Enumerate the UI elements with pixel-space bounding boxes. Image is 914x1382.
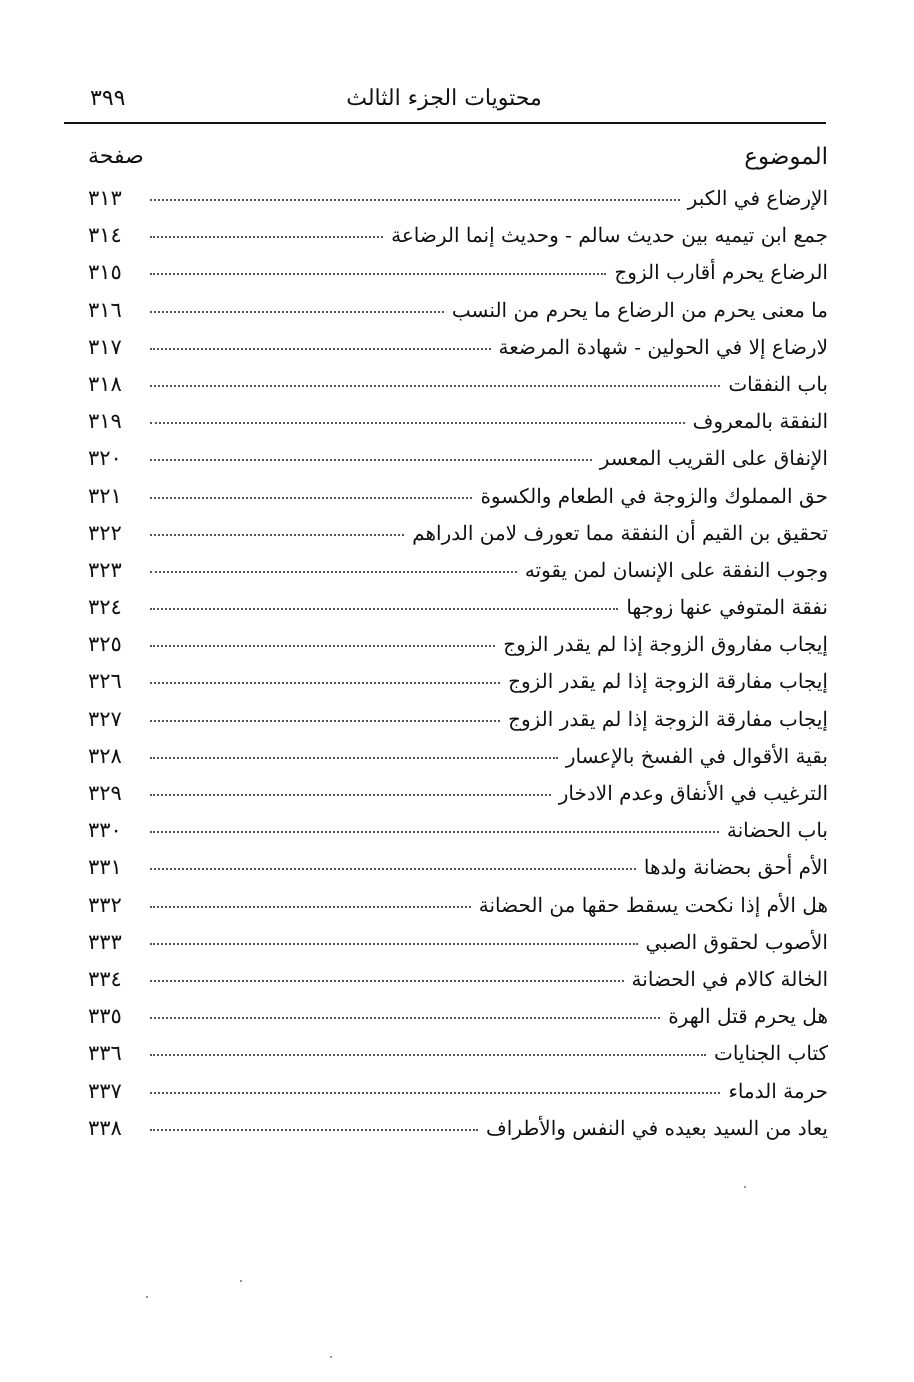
toc-entry-page: ٣٢٣: [88, 557, 122, 582]
toc-entry-page: ٣٢٦: [88, 669, 122, 694]
toc-entry: [88, 186, 828, 223]
toc-entry: [88, 855, 828, 892]
toc-entry-title: الأصوب لحقوق الصبي: [645, 929, 828, 954]
dot-leader: [150, 1129, 478, 1131]
dot-leader: [150, 571, 517, 573]
topic-column-heading: الموضوع: [744, 144, 828, 170]
scan-speck: [330, 1356, 332, 1358]
dot-leader: [150, 459, 592, 461]
toc-entry-title: باب الحضانة: [726, 818, 828, 843]
toc-entry-page: ٣٣٦: [88, 1041, 122, 1066]
toc-entry-page: ٣٢٨: [88, 743, 122, 768]
toc-entry-title: إيجاب مفارقة الزوجة إذا لم يقدر الزوج: [508, 669, 828, 694]
toc-entry: [88, 1004, 828, 1041]
dot-leader: [150, 422, 685, 424]
toc-entry-page: ٣١٩: [88, 409, 122, 434]
dot-leader: [150, 868, 636, 870]
toc-entry-page: ٣٢٩: [88, 781, 122, 805]
toc-entry: [88, 1079, 828, 1116]
dot-leader: [150, 385, 720, 387]
running-title: محتويات الجزء الثالث: [346, 86, 542, 111]
toc-entry: [88, 1041, 828, 1078]
toc-entry-title: حق المملوك والزوجة في الطعام والكسوة: [480, 483, 828, 508]
toc-entry-title: إيجاب مفاروق الزوجة إذا لم يقدر الزوج: [503, 632, 828, 657]
toc-entry-page: ٣١٥: [88, 260, 122, 285]
toc-entry-title: هل الأم إذا نكحت يسقط حقها من الحضانة: [478, 892, 828, 917]
dot-leader: [150, 831, 719, 833]
scan-speck: [146, 1296, 148, 1298]
toc-entry: [88, 484, 828, 521]
toc-entry: [88, 521, 828, 558]
toc-entry-title: لارضاع إلا في الحولين - شهادة المرضعة: [498, 334, 828, 359]
toc-entry-title: الأم أحق بحضانة ولدها: [643, 855, 828, 880]
toc-entry-page: ٣٢٠: [88, 446, 122, 471]
toc-entry-page: ٣٣١: [88, 855, 122, 880]
toc-entry: [88, 1116, 828, 1153]
dot-leader: [150, 236, 383, 238]
toc-entry: [88, 967, 828, 1004]
toc-entry-title: إيجاب مفارقة الزوجة إذا لم يقدر الزوج: [508, 706, 828, 731]
toc-entry-title: الرضاع يحرم أقارب الزوج: [614, 260, 828, 285]
dot-leader: [150, 199, 680, 201]
toc-entry-page: ٣٣٤: [88, 966, 122, 991]
toc-entry: [88, 558, 828, 595]
dot-leader: [150, 980, 624, 982]
dot-leader: [150, 1054, 706, 1056]
dot-leader: [150, 273, 606, 275]
toc-entry-title: بقية الأقوال في الفسخ بالإعسار: [565, 743, 828, 768]
toc-entry-title: الإرضاع في الكبر: [687, 186, 828, 210]
toc-entry-page: ٣١٦: [88, 297, 122, 322]
toc-entry-page: ٣١٧: [88, 334, 122, 359]
toc-entry-page: ٣٢٢: [88, 520, 122, 545]
page-number: ٣٩٩: [90, 86, 126, 111]
toc-entry-page: ٣١٤: [88, 223, 122, 248]
toc-entry-title: هل يحرم قتل الهرة: [668, 1004, 828, 1029]
toc-entry-title: كتاب الجنايات: [713, 1041, 828, 1066]
dot-leader: [150, 1092, 720, 1094]
dot-leader: [150, 682, 500, 684]
dot-leader: [150, 906, 471, 908]
toc-entry-page: ٣١٣: [88, 186, 122, 210]
toc-entry-page: ٣٢٧: [88, 706, 122, 731]
toc-entry-title: ما معنى يحرم من الرضاع ما يحرم من النسب: [451, 297, 828, 322]
toc-entry: [88, 372, 828, 409]
dot-leader: [150, 794, 551, 796]
toc-entry-page: ٣٢١: [88, 483, 122, 508]
toc-entry-title: الترغيب في الأنفاق وعدم الادخار: [558, 781, 828, 805]
toc-entry: [88, 298, 828, 335]
dot-leader: [150, 757, 558, 759]
dot-leader: [150, 311, 444, 313]
toc-entry: [88, 446, 828, 483]
toc-entry: [88, 335, 828, 372]
running-header: [64, 80, 824, 122]
scan-speck: [744, 1186, 746, 1188]
toc-entry-title: الخالة كالام في الحضانة: [631, 966, 828, 991]
toc-entry: [88, 781, 828, 818]
toc-entry-title: النفقة بالمعروف: [692, 409, 828, 434]
toc-entry: [88, 595, 828, 632]
dot-leader: [150, 534, 404, 536]
toc-entry-title: حرمة الدماء: [728, 1078, 828, 1103]
toc-entry: [88, 707, 828, 744]
dot-leader: [150, 1017, 660, 1019]
toc-entry-title: جمع ابن تيميه بين حديث سالم - وحديث إنما الرضاعة: [391, 223, 828, 248]
dot-leader: [150, 720, 500, 722]
toc-entry: [88, 409, 828, 446]
toc-entry: [88, 223, 828, 260]
toc-entry-page: ٣١٨: [88, 371, 122, 396]
toc-entry: [88, 930, 828, 967]
toc-entry-page: ٣٣٥: [88, 1004, 122, 1029]
toc-entry-title: نفقة المتوفي عنها زوجها: [626, 595, 828, 620]
dot-leader: [150, 943, 638, 945]
scan-speck: [240, 1280, 242, 1282]
toc-entry: [88, 744, 828, 781]
toc-entry-page: ٣٣٣: [88, 929, 122, 954]
toc-entry-page: ٣٣٨: [88, 1115, 122, 1140]
toc-entry: [88, 260, 828, 297]
toc-entry-page: ٣٢٤: [88, 595, 122, 620]
toc-entry-title: وجوب النفقة على الإنسان لمن يقوته: [524, 557, 828, 582]
toc-entry-title: تحقيق بن القيم أن النفقة مما تعورف لامن الدراهم: [412, 520, 828, 545]
dot-leader: [150, 497, 472, 499]
toc-entry-page: ٣٣٢: [88, 892, 122, 917]
toc-entry-page: ٣٣٠: [88, 818, 122, 843]
dot-leader: [150, 348, 491, 350]
table-of-contents: [88, 186, 828, 1153]
toc-entry-page: ٣٢٥: [88, 632, 122, 657]
toc-entry: [88, 893, 828, 930]
toc-entry-title: الإنفاق على القريب المعسر: [599, 446, 828, 471]
toc-entry-title: باب النفقات: [728, 371, 828, 396]
column-headings: [88, 140, 828, 180]
page-column-heading: صفحة: [88, 144, 144, 169]
dot-leader: [150, 645, 495, 647]
header-rule: [64, 122, 826, 124]
toc-entry: [88, 632, 828, 669]
toc-entry: [88, 818, 828, 855]
toc-entry: [88, 669, 828, 706]
toc-entry-title: يعاد من السيد بعيده في النفس والأطراف: [486, 1115, 828, 1140]
toc-entry-page: ٣٣٧: [88, 1078, 122, 1103]
dot-leader: [150, 608, 618, 610]
